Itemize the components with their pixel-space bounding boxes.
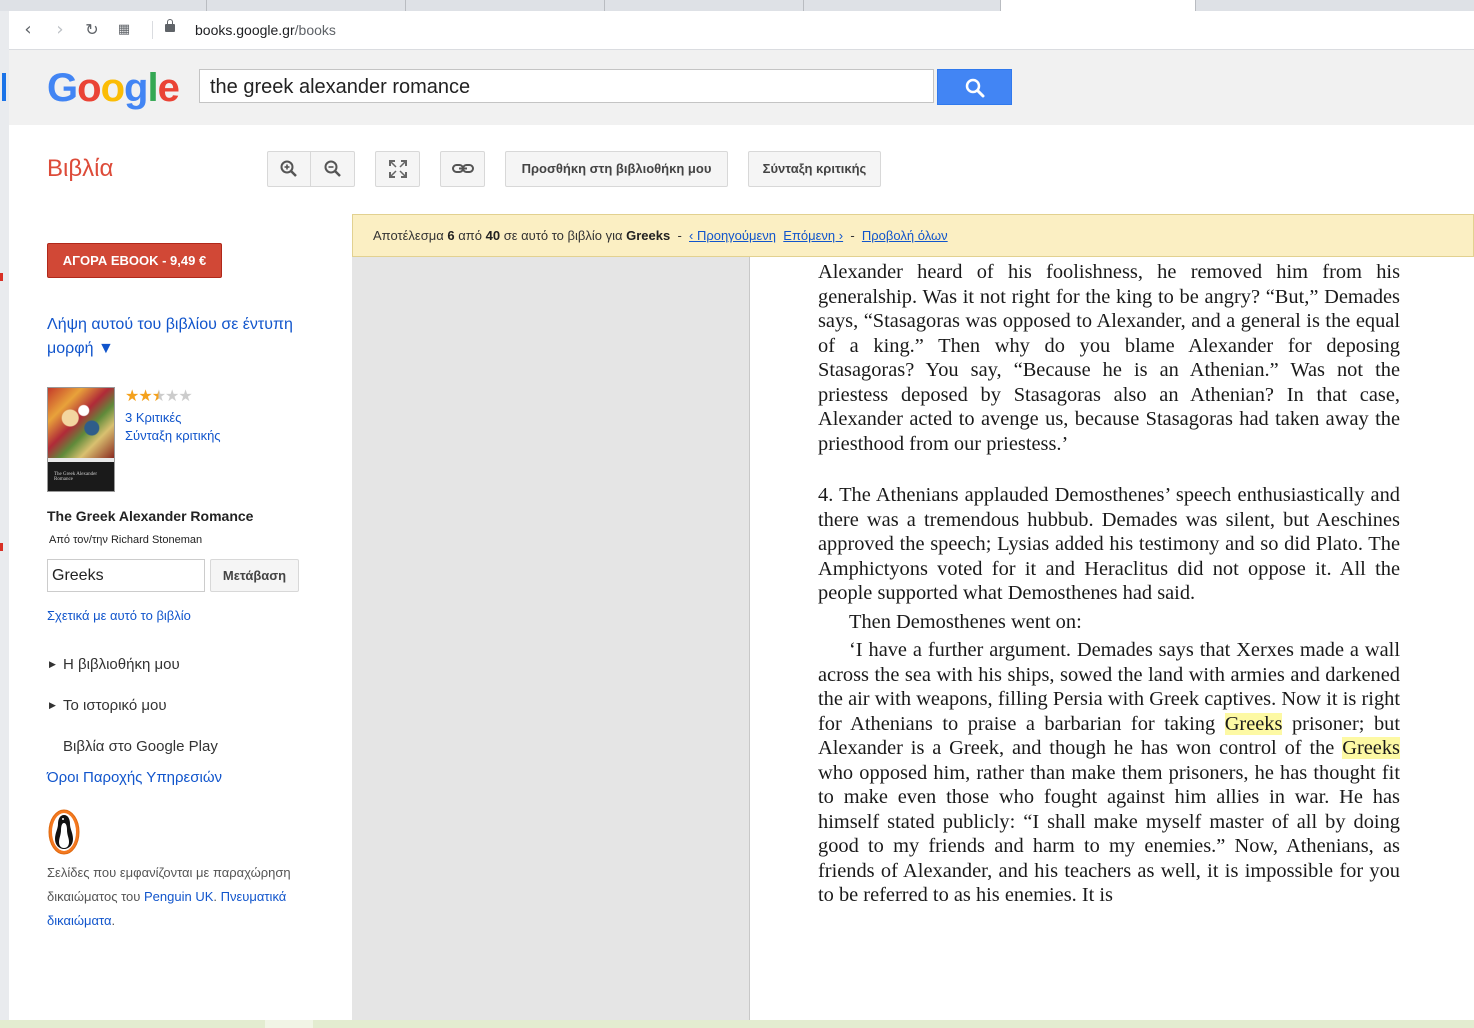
about-this-book-link[interactable]: Σχετικά με αυτό το βιβλίο — [47, 608, 191, 623]
menu-my-history[interactable]: Το ιστορικό μου — [63, 697, 167, 714]
page-paragraph: Then Demosthenes went on: — [849, 610, 1082, 633]
link-button[interactable] — [440, 151, 485, 187]
viewer-background — [352, 214, 750, 1020]
permission-text: Σελίδες που εμφανίζονται με παραχώρηση δικαιώματος του — [47, 865, 291, 904]
back-icon[interactable]: ‹ — [24, 19, 32, 40]
page-paragraph: Alexander heard of his foolishness, he removed him from his generalship. Was it not right for the king to be angry? “But,” Demades says, “Stasagoras was opposed to Alexander, and a general is the equal of a king.” Then why do you blame Alexander for deposing Stasagoras? You say, “Because he is an Athenian.” Was not the priestess deposed by Stasagoras also an Athenian? In that case, Alexander acted to avenge us, because Stasagoras had taken away the priesthood from our priestess.’ — [818, 261, 1400, 455]
search-icon — [965, 78, 985, 98]
result-total: 40 — [485, 228, 501, 243]
browser-tab[interactable] — [0, 0, 207, 11]
get-print-book-link[interactable]: Λήψη αυτού του βιβλίου σε έντυπη μορφή ▼ — [47, 316, 293, 357]
sidebar — [9, 214, 352, 1020]
zoom-in-icon — [280, 160, 298, 178]
lock-icon[interactable] — [165, 24, 175, 32]
view-all-link[interactable]: Προβολή όλων — [861, 228, 948, 243]
menu-google-play-books[interactable]: Βιβλία στο Google Play — [63, 738, 218, 755]
browser-tab[interactable] — [804, 0, 1001, 11]
result-term: Greeks — [626, 228, 671, 243]
apps-grid-icon[interactable]: ▦ — [117, 22, 131, 37]
result-middle: σε αυτό το βιβλίο για — [503, 228, 623, 243]
address-bar — [9, 11, 1474, 50]
search-highlight: Greeks — [1342, 737, 1400, 759]
taskbar-strip — [0, 1020, 1474, 1028]
previous-result-link[interactable]: ‹ Προηγούμενη — [689, 228, 777, 243]
book-page — [750, 256, 1474, 1020]
result-current: 6 — [447, 228, 455, 243]
url-host: books.google.gr — [195, 22, 295, 38]
permission-notice: Σελίδες που εμφανίζονται με παραχώρηση δικαιώματος του Penguin UK. Πνευματικά δικαιώματα. — [47, 865, 291, 928]
book-page-text — [818, 260, 1400, 908]
book-cover-thumbnail[interactable]: The Greek Alexander Romance — [47, 387, 115, 492]
window-left-edge — [0, 11, 9, 1028]
page-text-run: prisoner; but Alexander is a Greek, and though he has won control of the — [818, 712, 1400, 759]
zoom-out-button[interactable] — [310, 151, 355, 187]
browser-tab-strip — [0, 0, 1474, 11]
copyright-link[interactable]: Πνευματικά δικαιώματα — [47, 889, 287, 928]
reviews-count-link[interactable]: 3 Κριτικές — [125, 410, 182, 425]
menu-my-library[interactable]: Η βιβλιοθήκη μου — [63, 656, 180, 673]
next-result-link[interactable]: Επόμενη › — [783, 228, 844, 243]
expand-caret-icon[interactable]: ▶ — [49, 660, 56, 670]
search-input[interactable]: the greek alexander romance — [199, 69, 934, 103]
search-in-book-input[interactable]: Greeks — [47, 559, 205, 592]
url-field[interactable] — [195, 22, 336, 38]
browser-tab[interactable] — [605, 0, 804, 11]
browser-tab[interactable] — [207, 0, 406, 11]
book-title: The Greek Alexander Romance — [47, 508, 254, 524]
result-prefix: Αποτέλεσμα — [373, 228, 444, 243]
page-text-run: ‘I have a further argument. Demades says that Xerxes made a wall across the sea with his ships, sowed the land with armies and darkened the air with weapons, filling Persia with Greek captives. Now it is right for Athenians to praise a barbarian for taking — [818, 639, 1400, 735]
zoom-in-button[interactable] — [267, 151, 311, 187]
page-paragraph: 4. The Athenians applauded Demosthenes’ speech enthusiastically and there was a tremendous hubbub. Demades was silent, but Aeschines approved the speech; Lysias added his testimony and so did Plato. The Amphictyons voted for it and Heraclitus did not oppose it. All the people supported what Demosthenes had said. — [818, 484, 1400, 604]
go-button[interactable]: Μετάβαση — [210, 559, 299, 592]
browser-tab-active[interactable] — [1001, 0, 1196, 11]
books-toolbar — [9, 125, 1474, 214]
buy-ebook-button[interactable]: ΑΓΟΡΑ EBOOK - 9,49 € — [47, 243, 222, 278]
browser-tab[interactable] — [406, 0, 605, 11]
google-header — [9, 50, 1474, 125]
page-paragraph — [818, 638, 1400, 908]
fullscreen-button[interactable] — [375, 151, 420, 187]
expand-caret-icon[interactable]: ▶ — [49, 701, 56, 711]
search-button[interactable] — [937, 69, 1012, 105]
url-path: /books — [294, 22, 336, 38]
link-icon — [452, 160, 474, 178]
write-review-button[interactable]: Σύνταξη κριτικής — [748, 151, 881, 187]
forward-icon[interactable]: › — [56, 19, 64, 40]
add-to-library-button[interactable]: Προσθήκη στη βιβλιοθήκη μου — [505, 151, 728, 187]
section-title[interactable]: Βιβλία — [47, 155, 114, 182]
terms-of-service-link[interactable]: Όροι Παροχής Υπηρεσιών — [47, 769, 223, 786]
zoom-out-icon — [324, 160, 342, 178]
publisher-link[interactable]: Penguin UK — [144, 889, 214, 904]
write-review-link[interactable]: Σύνταξη κριτικής — [125, 428, 221, 443]
search-result-bar: Αποτέλεσμα 6 από 40 σε αυτό το βιβλίο για Greeks - ‹ Προηγούμενη Επόμενη › - Προβολή όλων — [352, 214, 1474, 257]
page-text-run: who opposed him, rather than make them prisoners, he has thought fit to make even those who fought against him allies in war. He has himself stated publicly: “I shall make myself master of all by doing good to my friends and harm to my enemies.” Now, Athenians, as friends of Alexander, and his teachers as well, it is impossible for you to be referred to as his enemies. It is — [818, 761, 1400, 906]
result-of: από — [458, 228, 482, 243]
google-logo[interactable]: Google — [47, 66, 179, 110]
penguin-logo-icon[interactable] — [48, 809, 80, 855]
fullscreen-icon — [389, 160, 407, 178]
rating-stars: ★★★★★ — [125, 386, 192, 405]
book-author: Από τον/την Richard Stoneman — [49, 534, 203, 546]
reload-icon[interactable]: ↻ — [85, 20, 99, 39]
search-highlight: Greeks — [1224, 712, 1283, 735]
reviews-block — [125, 409, 221, 445]
